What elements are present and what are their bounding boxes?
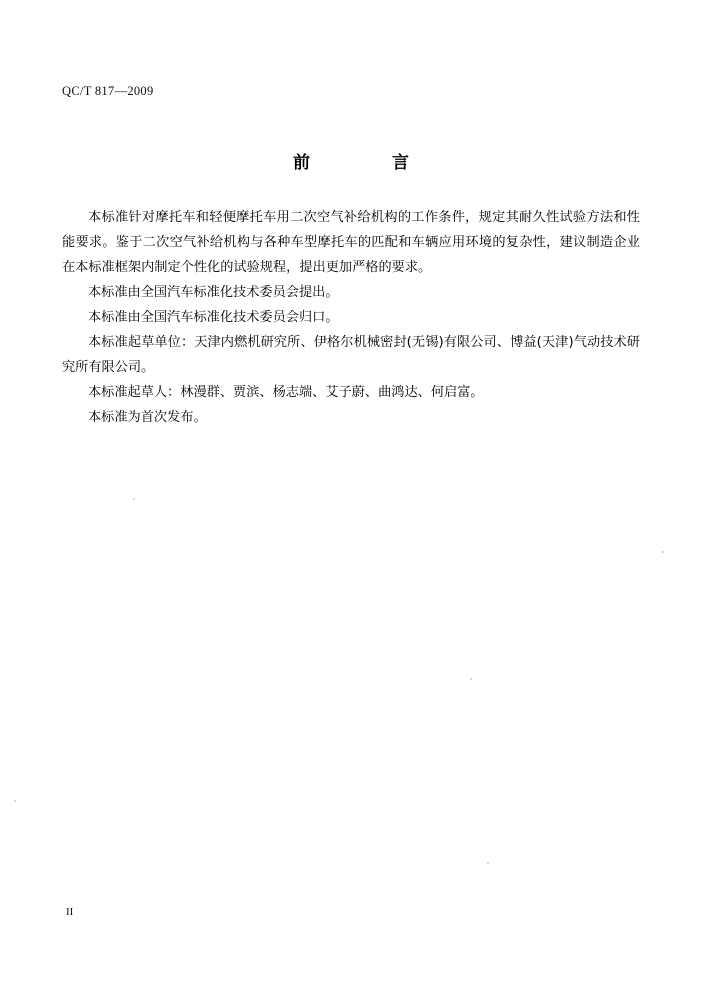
standard-code-header: QC/T 817—2009 <box>62 84 154 98</box>
paragraph: 本标准针对摩托车和轻便摩托车用二次空气补给机构的工作条件，规定其耐久性试验方法和性能要求。鉴于二次空气补给机构与各种车型摩托车的匹配和车辆应用环境的复杂性，建议制造企业在本标准框架内制定个性化的试验规程，提出更加严格的要求。 <box>62 210 640 275</box>
scan-speck <box>487 862 489 864</box>
paragraph: 本标准起草单位：天津内燃机研究所、伊格尔机械密封(无锡)有限公司、博益(天津)气动技术研究所有限公司。 <box>62 335 640 375</box>
scan-speck <box>133 498 135 500</box>
scan-speck <box>662 551 664 553</box>
page-title: 前 言 <box>293 153 425 173</box>
scan-speck <box>14 800 16 802</box>
paragraph: 本标准由全国汽车标准化技术委员会归口。 <box>88 310 339 325</box>
scan-speck <box>470 678 472 680</box>
paragraph: 本标准由全国汽车标准化技术委员会提出。 <box>88 285 339 300</box>
paragraph: 本标准起草人：林漫群、贾滨、杨志端、艾子蔚、曲鸿达、何启富。 <box>88 385 484 400</box>
foreword-body <box>62 205 640 430</box>
page-number: II <box>66 906 74 918</box>
paragraph: 本标准为首次发布。 <box>88 410 207 425</box>
